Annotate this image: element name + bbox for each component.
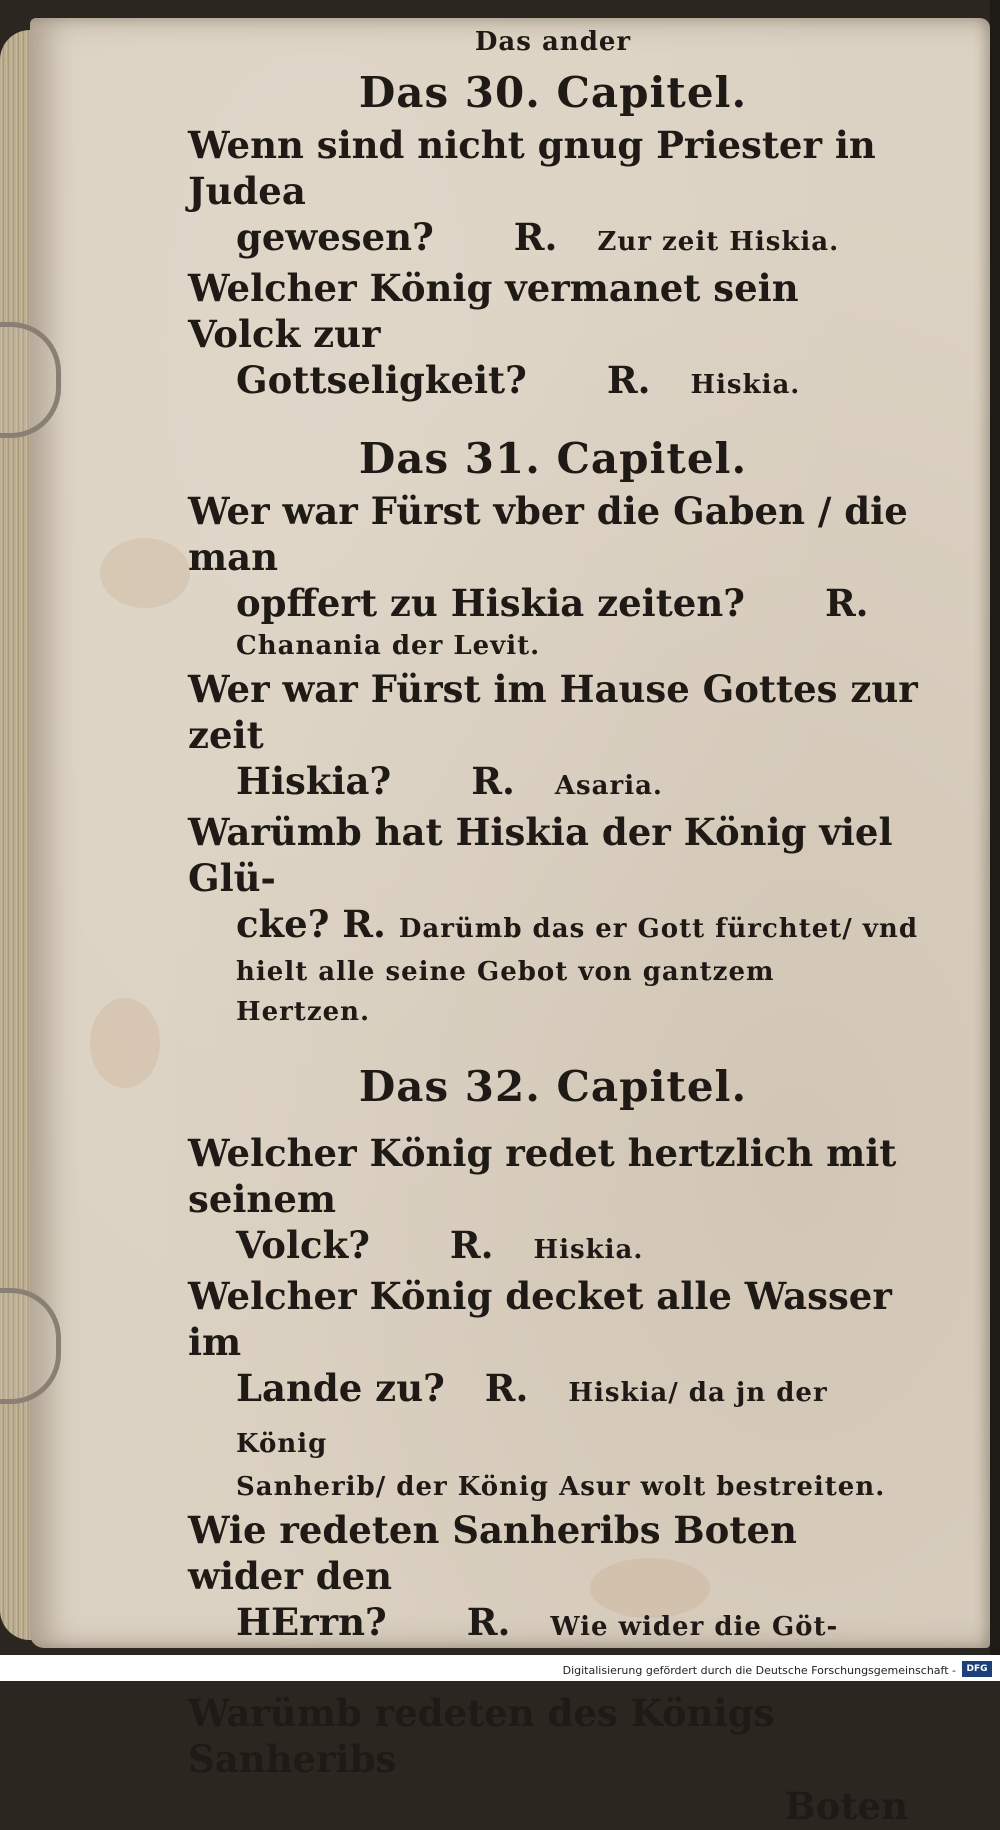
question-continuation: [188, 1222, 918, 1273]
response-marker: R.: [466, 1600, 511, 1644]
digitization-footer: [0, 1655, 1000, 1681]
question-entry: [188, 809, 918, 1032]
funding-credit: Digitalisierung gefördert durch die Deutsche Forschungsgemeinschaft -: [562, 1664, 956, 1677]
response-marker: R.: [484, 1366, 529, 1410]
answer-text: Zur zeit Hiskia.: [597, 227, 840, 257]
question-line: Lande zu?: [236, 1366, 445, 1410]
question-line: Warümb redeten des Königs Sanheribs: [188, 1691, 775, 1781]
answer-text: Hiskia/ da jn der König: [236, 1378, 828, 1459]
question-entry: [188, 1273, 918, 1507]
dfg-logo: DFG: [962, 1661, 992, 1677]
answer-text: Hiskia.: [533, 1235, 644, 1265]
answer-continuation: Sanherib/ der König Asur wolt bestreiten.: [236, 1472, 886, 1502]
question-continuation: [188, 901, 918, 952]
answer-text: Hiskia.: [690, 370, 801, 400]
question-entry: [188, 1130, 918, 1273]
question-line: opffert zu Hiskia zeiten?: [236, 581, 745, 625]
question-continuation: [188, 580, 918, 626]
question-line: HErrn?: [236, 1600, 387, 1644]
question-continuation: [188, 1599, 918, 1650]
question-line: Wer war Fürst im Hause Gottes zur zeit: [188, 667, 918, 757]
question-continuation: [188, 758, 918, 809]
chapter-heading: Das 32. Capitel.: [358, 1062, 748, 1111]
paper-stain: [90, 998, 160, 1088]
question-continuation: [188, 1365, 918, 1467]
question-line: Welcher König redet hertzlich mit seinem: [188, 1131, 897, 1221]
response-marker: R.: [449, 1223, 494, 1267]
answer-text: Asaria.: [554, 771, 663, 801]
question-entry: [188, 1690, 918, 1782]
question-line: Welcher König vermanet sein Volck zur: [188, 266, 799, 356]
paper-stain: [100, 538, 190, 608]
answer-continuation: hielt alle seine Gebot von gantzem Hertzen.: [236, 957, 775, 1027]
question-entry: [188, 488, 918, 666]
question-entry: [188, 122, 918, 265]
question-line: Gottseligkeit?: [236, 358, 527, 402]
question-line: Wenn sind nicht gnug Priester in Judea: [188, 123, 876, 213]
question-line: cke?: [236, 902, 330, 946]
question-line: Welcher König decket alle Wasser im: [188, 1274, 892, 1364]
response-marker: R.: [513, 215, 558, 259]
chapter-heading: Das 31. Capitel.: [358, 434, 748, 483]
response-marker: R.: [606, 358, 651, 402]
question-entry: [188, 265, 918, 408]
running-head: Das ander: [474, 27, 632, 57]
page-right-shadow: [990, 0, 1000, 1660]
question-entry: [188, 666, 918, 809]
answer-text: Chanania der Levit.: [236, 631, 541, 661]
question-line: Wie redeten Sanheribs Boten wider den: [188, 1508, 797, 1598]
question-continuation: [188, 214, 918, 265]
question-line: Volck?: [236, 1223, 370, 1267]
question-line: Warümb hat Hiskia der König viel Glü-: [188, 810, 893, 900]
answer-text: Darümb das er Gott fürchtet/ vnd: [398, 914, 918, 944]
question-line: Hiskia?: [236, 759, 392, 803]
response-marker: R.: [471, 759, 515, 803]
answer-text: Wie wider die Göt-: [550, 1612, 839, 1642]
question-continuation: [188, 357, 918, 408]
page-text: [188, 20, 918, 1830]
catchword: Boten: [784, 1784, 908, 1828]
response-marker: R.: [824, 581, 869, 625]
chapter-heading: Das 30. Capitel.: [358, 68, 748, 117]
question-line: Wer war Fürst vber die Gaben / die man: [188, 489, 908, 579]
question-line: gewesen?: [236, 215, 434, 259]
response-marker: R.: [342, 902, 386, 946]
